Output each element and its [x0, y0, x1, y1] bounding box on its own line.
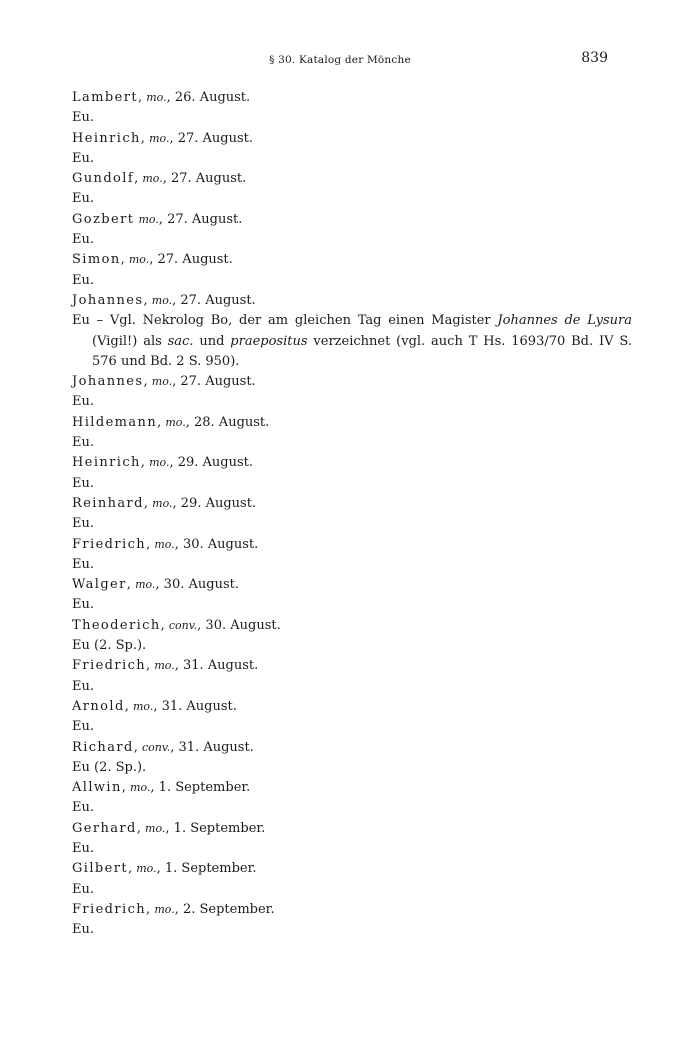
name-separator: ,: [137, 90, 143, 105]
death-date: , 1. September.: [165, 820, 266, 836]
note-text: und: [193, 333, 231, 349]
note-italic-term: sac.: [167, 333, 194, 349]
name-separator: ,: [146, 901, 151, 917]
monk-status: mo.: [154, 902, 175, 916]
monk-name: Gerhard: [72, 820, 137, 836]
entry-source: Eu.: [72, 394, 94, 410]
monk-name: Gilbert: [72, 861, 128, 877]
death-date: , 27. August.: [169, 130, 253, 146]
death-date: , 30. August.: [155, 577, 239, 593]
entry-heading: [72, 616, 612, 636]
entry-heading: [72, 453, 612, 473]
death-date: , 29. August.: [169, 455, 253, 471]
monk-name: Gundolf: [72, 171, 135, 187]
death-date: , 31. August.: [174, 658, 259, 674]
monk-status: mo.: [132, 699, 154, 713]
entry-heading: [72, 129, 612, 149]
monk-catalog-entries: [72, 88, 632, 940]
entry-note: [72, 311, 632, 372]
monk-name: Simon: [72, 252, 121, 268]
monk-name: Lambert: [72, 90, 138, 105]
monk-status: mo.: [151, 293, 173, 307]
entry-source: Eu.: [72, 475, 94, 491]
monk-status: mo.: [154, 659, 175, 673]
entry-heading: [72, 819, 612, 839]
name-separator: ,: [160, 617, 165, 633]
entry-heading: [72, 210, 612, 230]
entry-heading: [72, 169, 612, 189]
monk-name: Gozbert: [72, 211, 135, 227]
entry-heading: [72, 697, 612, 717]
note-italic-term: praepositus: [230, 333, 308, 349]
entry-source: Eu.: [72, 678, 94, 694]
monk-name: Richard: [72, 739, 134, 755]
entry-heading: [72, 494, 612, 514]
entry-source: Eu.: [72, 435, 94, 451]
name-separator: ,: [136, 820, 141, 836]
entry-source: Eu.: [72, 597, 94, 613]
entry-source: Eu (2. Sp.).: [72, 759, 147, 775]
monk-status: mo.: [151, 375, 173, 389]
entry-heading: [72, 900, 612, 920]
monk-status: mo.: [128, 253, 150, 267]
entry-source: Eu.: [72, 719, 94, 735]
monk-name: Friedrich: [72, 901, 147, 917]
entry-source: Eu.: [72, 556, 94, 572]
entry-heading: [72, 413, 612, 433]
entry-source: Eu.: [72, 922, 94, 938]
death-date: , 30. August.: [197, 617, 281, 633]
monk-status: mo.: [145, 821, 166, 835]
note-italic-term: Johannes de Lysura: [497, 313, 632, 329]
name-separator: ,: [124, 698, 129, 714]
monk-name: Walger: [72, 577, 127, 593]
entry-heading: [72, 575, 612, 595]
entry-source: Eu.: [72, 800, 94, 816]
death-date: , 26. August.: [166, 90, 251, 105]
entry-heading: [72, 535, 612, 555]
name-separator: ,: [146, 658, 151, 674]
monk-status: mo.: [130, 781, 151, 795]
monk-status: mo.: [136, 862, 157, 876]
name-separator: ,: [143, 374, 148, 390]
entry-source: Eu (2. Sp.).: [72, 638, 147, 654]
monk-status: mo.: [142, 172, 163, 186]
monk-status: mo.: [149, 131, 170, 145]
death-date: , 2. September.: [174, 901, 275, 917]
entry-heading: [72, 250, 612, 270]
death-date: , 30. August.: [174, 536, 259, 552]
entry-source: Eu.: [72, 191, 94, 207]
name-separator: ,: [133, 739, 138, 755]
entry-heading: [72, 656, 612, 676]
monk-name: Theoderich: [72, 617, 161, 633]
name-separator: ,: [134, 171, 139, 187]
monk-status: mo.: [135, 578, 156, 592]
monk-status: mo.: [165, 415, 186, 429]
name-separator: ,: [140, 455, 145, 471]
death-date: , 27. August.: [149, 252, 233, 268]
entry-source: Eu.: [72, 232, 94, 248]
entry-source: Eu.: [72, 840, 94, 856]
monk-status: conv.: [168, 618, 198, 632]
death-date: , 29. August.: [172, 495, 257, 511]
monk-status: mo.: [149, 456, 170, 470]
entry-heading: [72, 88, 612, 108]
note-text: verzeichnet (vgl. auch T Hs. 1693/70 Bd. IV S. 576 und Bd. 2 S. 950).: [92, 333, 632, 369]
entry-source: Eu.: [72, 881, 94, 897]
entry-heading: [72, 738, 612, 758]
entry-source: Eu.: [72, 272, 94, 288]
death-date: , 27. August.: [158, 211, 243, 227]
monk-name: Allwin: [72, 780, 122, 796]
monk-status: mo.: [152, 496, 173, 510]
name-separator: ,: [126, 577, 131, 593]
name-separator: ,: [143, 495, 149, 511]
death-date: , 31. August.: [170, 739, 254, 755]
death-date: , 28. August.: [185, 414, 270, 430]
entry-heading: [72, 778, 612, 798]
name-separator: ,: [157, 414, 162, 430]
monk-name: Arnold: [72, 698, 125, 714]
entry-heading: [72, 859, 612, 879]
monk-name: Friedrich: [72, 536, 147, 552]
entry-source: Eu.: [72, 150, 94, 166]
death-date: , 1. September.: [156, 861, 257, 877]
monk-name: Heinrich: [72, 130, 141, 146]
monk-status: mo.: [138, 212, 159, 226]
running-title: § 30. Katalog der Mönche: [269, 54, 411, 66]
monk-name: Heinrich: [72, 455, 141, 471]
name-separator: ,: [140, 130, 145, 146]
monk-name: Johannes: [72, 292, 144, 308]
entry-source: Eu.: [72, 110, 94, 126]
page-number: 839: [581, 50, 608, 66]
death-date: , 27. August.: [172, 292, 256, 308]
running-head: [72, 50, 608, 70]
name-separator: ,: [143, 292, 148, 308]
death-date: , 1. September.: [150, 780, 251, 796]
entry-heading: [72, 291, 612, 311]
death-date: , 27. August.: [172, 374, 256, 390]
monk-name: Johannes: [72, 374, 144, 390]
entry-heading: [72, 372, 612, 392]
monk-status: conv.: [141, 740, 171, 754]
name-separator: ,: [121, 780, 126, 796]
monk-status: mo.: [146, 91, 167, 104]
name-separator: ,: [146, 536, 151, 552]
note-text: Eu – Vgl. Nekrolog Bo, der am gleichen Tag einen Magister: [72, 313, 498, 329]
note-text: (Vigil!) als: [92, 333, 168, 349]
monk-name: Hildemann: [72, 414, 158, 430]
monk-name: Reinhard: [72, 495, 144, 511]
monk-status: mo.: [154, 537, 175, 551]
death-date: , 27. August.: [162, 171, 247, 187]
entry-source: Eu.: [72, 516, 94, 532]
name-separator: ,: [127, 861, 133, 877]
death-date: , 31. August.: [153, 698, 237, 714]
name-separator: ,: [120, 252, 125, 268]
monk-name: Friedrich: [72, 658, 147, 674]
